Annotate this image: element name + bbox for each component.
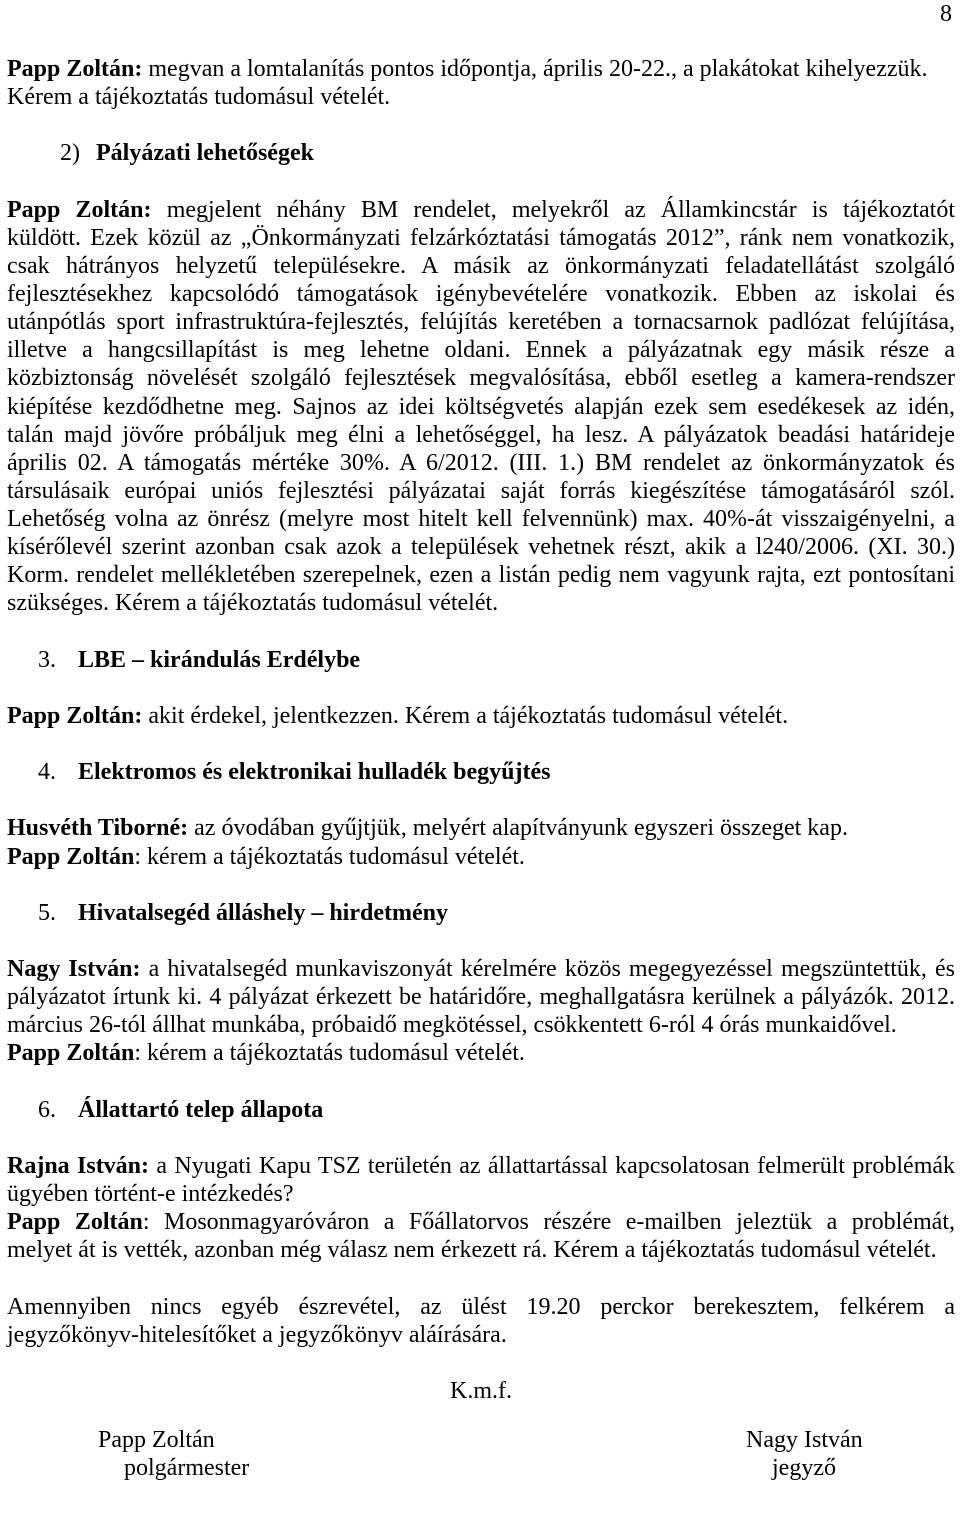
paragraph-line: társulásaik európai uniós fejlesztési pályázatai saját forrás kiegészítése támogatásáról szól.	[7, 477, 955, 504]
signature-name-notary: Nagy István	[746, 1427, 863, 1453]
signature-name-mayor: Papp Zoltán	[98, 1427, 215, 1453]
page-number: 8	[940, 1, 952, 27]
section-heading-4	[7, 758, 955, 786]
paragraph-line: Amennyiben nincs egyéb észrevétel, az ülést 19.20 perckor berekesztem, felkérem a	[7, 1293, 955, 1320]
line-text: : Mosonmagyaróváron a Főállatorvos részére e-mailben jeleztük a problémát,	[142, 1209, 955, 1236]
section-number: 6.	[38, 1096, 56, 1123]
section-4-body	[7, 814, 955, 870]
paragraph-line: kiépítése kezdődhetne meg. Sajnos az idei költségvetés alapján ezek sem esedékesek az idén,	[7, 393, 955, 420]
speaker-name: Papp Zoltán:	[7, 196, 152, 223]
line-text: az óvodában gyűjtjük, melyért alapítványunk egyszeri összeget kap.	[194, 815, 848, 842]
section-heading-6	[7, 1096, 955, 1124]
section-heading-5	[7, 899, 955, 927]
section-number: 5.	[38, 899, 56, 926]
paragraph-line	[7, 843, 955, 871]
paragraph-line	[7, 1152, 955, 1180]
paragraph-line: utánpótlás sport infrastruktúra-fejlesztés, felújítás keretében a tornacsarnok padlózat felújítása,	[7, 309, 955, 336]
section-3-body	[7, 702, 955, 730]
paragraph-line: Kérem a tájékoztatás tudomásul vételét.	[7, 84, 391, 111]
paragraph-line: jegyzőkönyv-hitelesítőket a jegyzőkönyv aláírására.	[7, 1321, 507, 1348]
section-heading-3	[7, 646, 955, 674]
line-text: megvan a lomtalanítás pontos időpontja, április 20-22., a plakátokat kihelyezzük.	[148, 56, 928, 82]
section-number: 3.	[38, 646, 56, 673]
section-heading-2	[7, 139, 955, 167]
section-title: Pályázati lehetőségek	[96, 140, 314, 167]
speaker-name: Papp Zoltán:	[7, 56, 143, 82]
section-2-body	[7, 196, 955, 618]
paragraph-line	[7, 955, 955, 983]
paragraph-line: melyet át is vették, azonban még válasz nem érkezett rá. Kérem a tájékoztatás tudomásul vételét.	[7, 1237, 937, 1264]
closing-paragraph	[7, 1293, 955, 1349]
document-page	[7, 55, 955, 1405]
paragraph-line: csak hátrányos helyzetű településekre. A másik az önkormányzati feladatellátást szolgáló	[7, 252, 955, 279]
paragraph-line: ügyében történt-e intézkedés?	[7, 1181, 294, 1207]
paragraph-line: március 26-tól állhat munkába, próbaidő megkötéssel, csökkentett 6-ról 4 órás munkaidővel.	[7, 1012, 897, 1039]
speaker-name: Papp Zoltán	[7, 1040, 135, 1067]
speaker-name: Papp Zoltán	[7, 1209, 143, 1236]
intro-paragraph	[7, 55, 955, 111]
signature-role-notary: jegyző	[772, 1455, 836, 1481]
section-title: LBE – kirándulás Erdélybe	[78, 646, 361, 673]
paragraph-line: fejlesztésekhez kapcsolódó támogatások igénybevételére vonatkozik. Ebben az iskolai és	[7, 281, 955, 307]
paragraph-line: Korm. rendelet mellékletében szerepelnek, ezen a listán pedig nem vagyunk rajta, ezt pontosítani	[7, 562, 955, 589]
section-number: 4.	[38, 759, 56, 786]
line-text: megjelent néhány BM rendelet, melyekről az Államkincstár is tájékoztatót	[166, 196, 956, 223]
paragraph-line: április 02. A támogatás mértéke 30%. A 6/2012. (III. 1.) BM rendelet az önkormányzatok és	[7, 449, 955, 476]
section-title: Hivatalsegéd álláshely – hirdetmény	[78, 899, 448, 926]
paragraph-line: kísérőlevél szerint azonban csak azok a települések vehetnek részt, akik a l240/2006. (XI. 30.)	[7, 534, 955, 561]
paragraph-line: Lehetőség volna az önrész (melyre most hitelt kell felvennünk) max. 40%-át visszaigényelni, a	[7, 506, 955, 532]
speaker-name: Rajna István:	[7, 1152, 150, 1179]
section-title: Elektromos és elektronikai hulladék begyűjtés	[78, 759, 551, 786]
kmf-mark: K.m.f.	[450, 1377, 512, 1404]
paragraph-line: küldött. Ezek közül az „Önkormányzati felzárkóztatási támogatás 2012”, ránk nem vonatkozik,	[7, 224, 955, 251]
paragraph-line	[7, 196, 955, 224]
section-number: 2)	[60, 140, 80, 167]
paragraph-line: szükséges. Kérem a tájékoztatás tudomásul vételét.	[7, 590, 499, 617]
paragraph-line: pályázatot írtunk ki. 4 pályázat érkezett be határidőre, meghallgatásra kerülnek a pályázók. 2012.	[7, 984, 955, 1011]
line-text: akit érdekel, jelentkezzen. Kérem a tájékoztatás tudomásul vételét.	[148, 702, 789, 729]
speaker-name: Nagy István:	[7, 956, 141, 982]
signature-role-mayor: polgármester	[124, 1455, 250, 1481]
line-text: : kérem a tájékoztatás tudomásul vételét.	[134, 1040, 525, 1067]
line-text: a hivatalsegéd munkaviszonyát kérelmére közös megegyezéssel megszüntettük, és	[148, 956, 956, 982]
speaker-name: Papp Zoltán:	[7, 702, 143, 729]
line-text: a Nyugati Kapu TSZ területén az állattartással kapcsolatosan felmerült problémák	[156, 1152, 956, 1179]
paragraph-line	[7, 814, 955, 842]
section-5-body	[7, 955, 955, 1068]
paragraph-line: illetve a hangcsillapítást is meg lehetne oldani. Ennek a pályázatnak egy másik része a	[7, 337, 955, 364]
paragraph-line	[7, 702, 955, 730]
line-text: : kérem a tájékoztatás tudomásul vételét.	[134, 843, 525, 870]
section-6-body	[7, 1152, 955, 1265]
section-title: Állattartó telep állapota	[78, 1096, 324, 1123]
paragraph-line	[7, 1208, 955, 1236]
paragraph-line	[7, 1039, 955, 1067]
paragraph-line: talán majd jövőre próbáljuk meg élni a lehetőséggel, ha lesz. A pályázatok beadási határideje	[7, 421, 955, 448]
paragraph-line: közbiztonság növelését szolgáló fejlesztések megvalósítása, ebből esetleg a kamera-rendszer	[7, 365, 955, 392]
speaker-name: Husvéth Tiborné:	[7, 815, 189, 842]
paragraph-line	[7, 55, 955, 83]
speaker-name: Papp Zoltán	[7, 843, 135, 870]
